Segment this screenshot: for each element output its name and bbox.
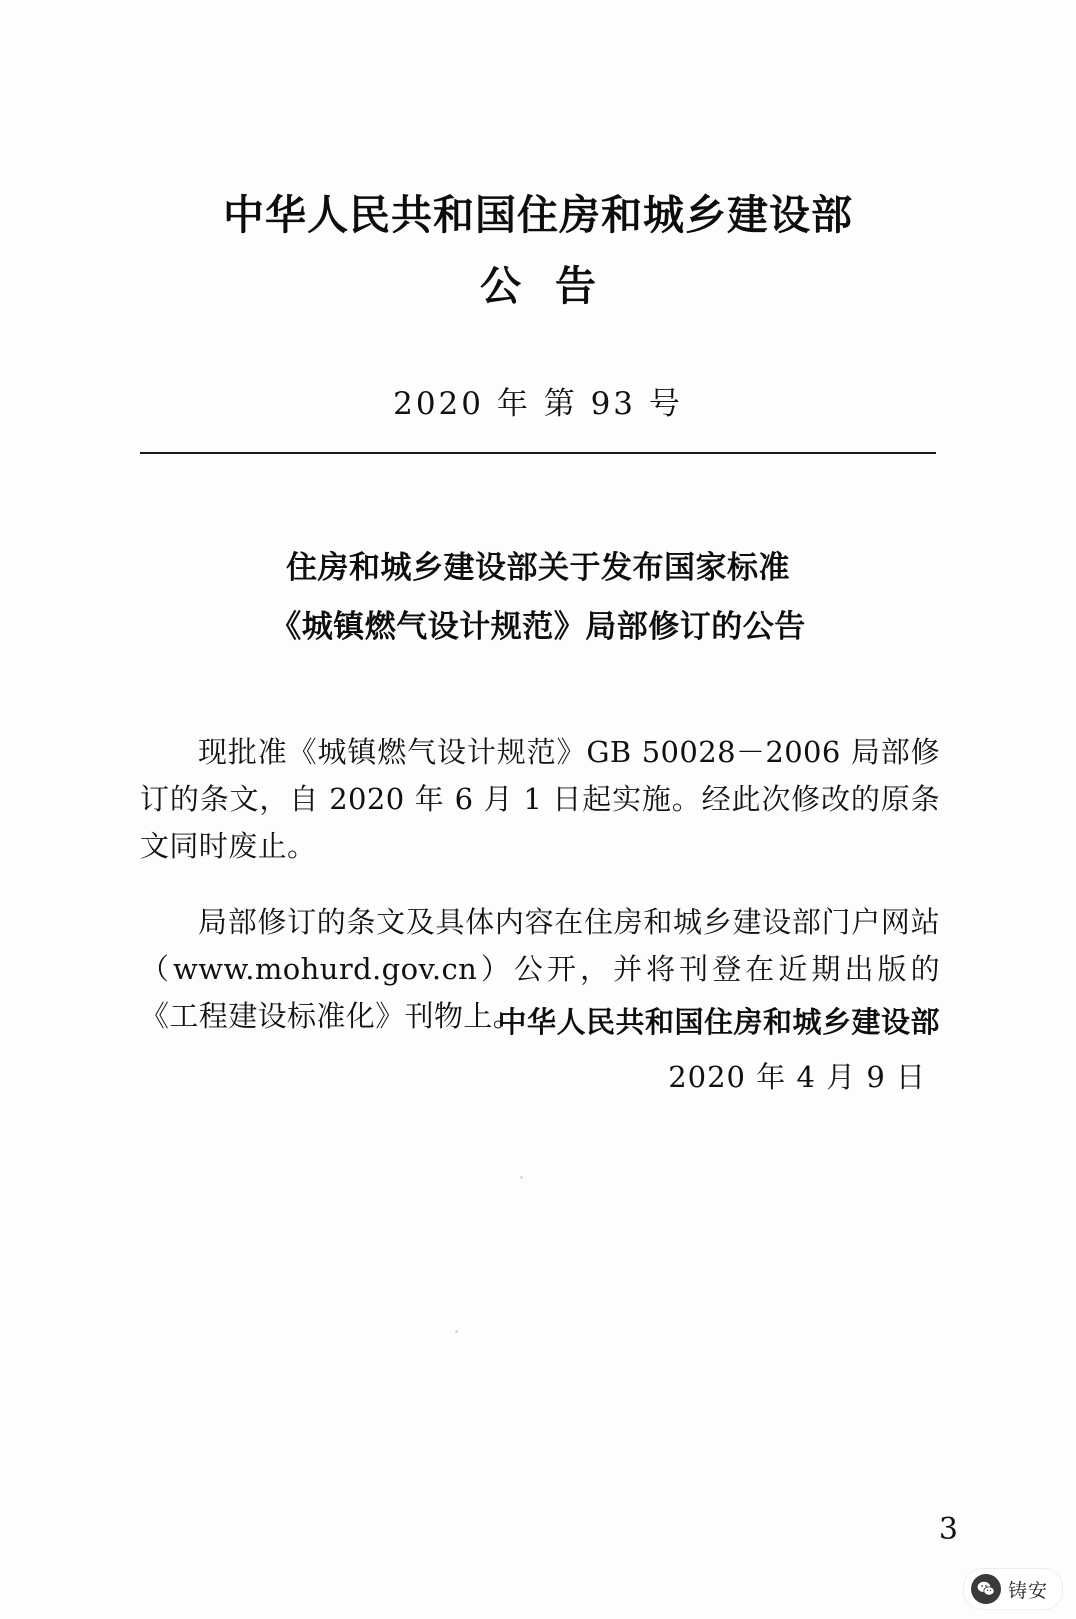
page-title-line-1: 住房和城乡建设部关于发布国家标准 bbox=[286, 550, 790, 586]
watermark-badge bbox=[964, 1569, 1062, 1609]
signature-organization: 中华人民共和国住房和城乡建设部 bbox=[497, 1005, 940, 1039]
watermark-label: 铸安 bbox=[1007, 1579, 1048, 1602]
document-type-heading: 公告 bbox=[480, 262, 630, 311]
page-number: 3 bbox=[938, 1512, 958, 1547]
body-paragraph-2: 局部修订的条文及具体内容在住房和城乡建设部门户网站（www.mohurd.gov.cn）公开，并将刊登在近期出版的《工程建设标准化》刊物上。 bbox=[140, 904, 940, 1033]
issuing-ministry-title: 中华人民共和国住房和城乡建设部 bbox=[223, 191, 853, 239]
page-title-line-2: 《城镇燃气设计规范》局部修订的公告 bbox=[270, 609, 806, 646]
page-title bbox=[140, 540, 936, 657]
header-divider bbox=[140, 452, 936, 454]
issue-number: 2020 年 第 93 号 bbox=[393, 386, 683, 422]
masthead bbox=[0, 190, 1076, 312]
scan-speckle bbox=[520, 1176, 523, 1179]
signature-date: 2020 年 4 月 9 日 bbox=[668, 1060, 926, 1094]
scan-speckle bbox=[455, 1330, 458, 1333]
wechat-account-logo-icon bbox=[971, 1574, 1001, 1604]
body-paragraph-1: 现批准《城镇燃气设计规范》GB 50028－2006 局部修订的条文，自 2020 年 6 月 1 日起实施。经此次修改的原条文同时废止。 bbox=[140, 735, 940, 863]
signature-block bbox=[140, 1000, 988, 1096]
document-body bbox=[140, 700, 940, 1048]
